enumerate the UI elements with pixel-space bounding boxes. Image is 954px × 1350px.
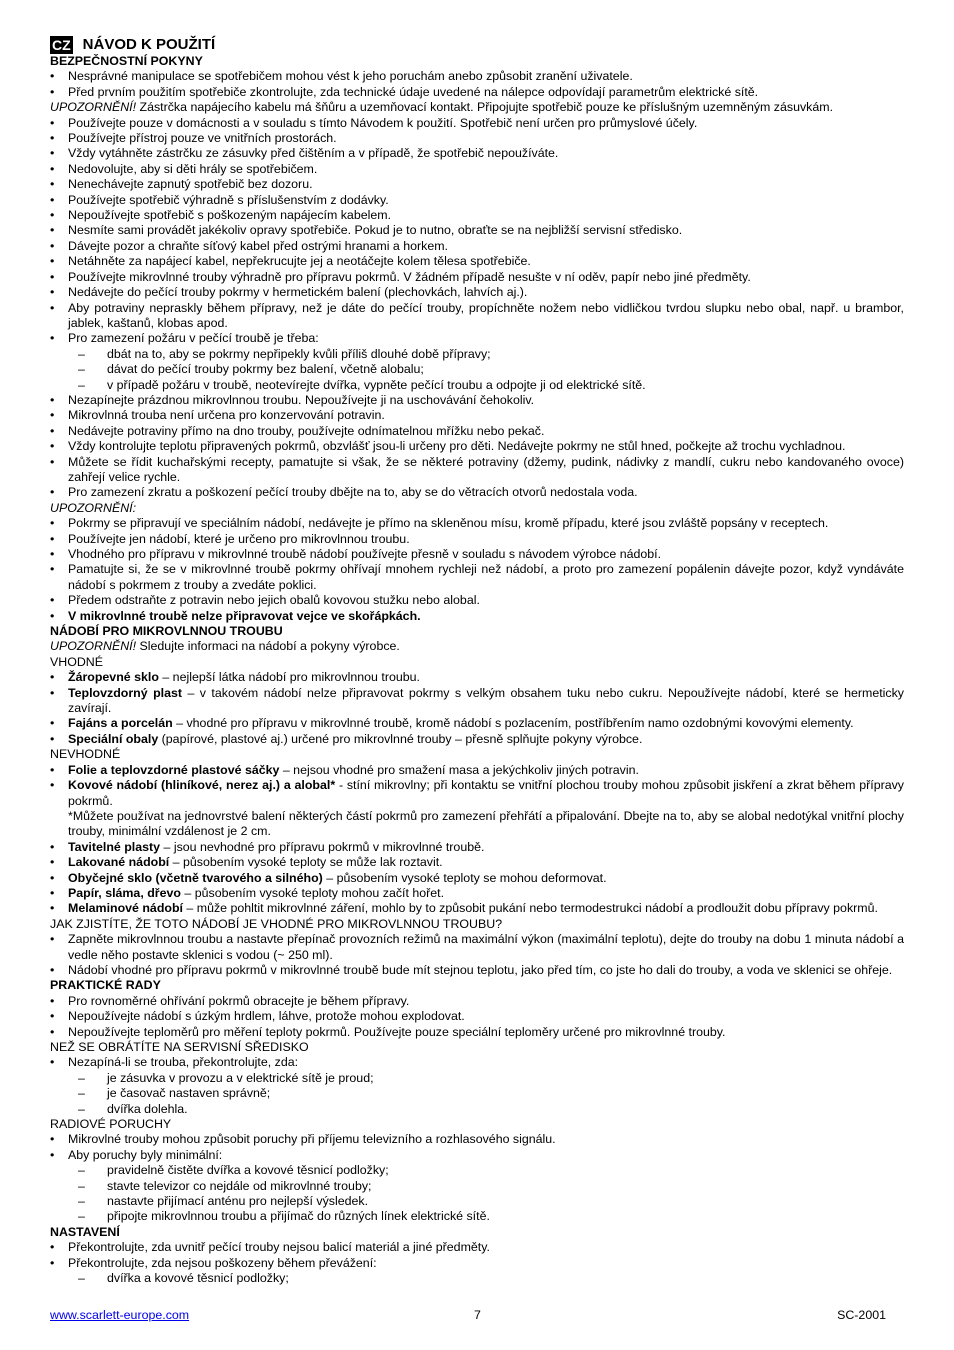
list-item: • Pro zamezení zkratu a poškození pečící trouby dbějte na to, aby se do větracích otvorů nedostala voda.	[50, 485, 904, 500]
warning-text: Sledujte informaci na nádobí a pokyny výrobce.	[136, 639, 400, 654]
warning-text: Zástrčka napájecího kabelu má šňůru a uzemňovací kontakt. Připojujte spotřebič pouze ke příslušným uzemněným zásuvkám.	[136, 100, 834, 115]
list-item	[50, 716, 904, 731]
list-item: • Vždy kontrolujte teplotu připravených pokrmů, obzvlášť jsou-li určeny pro děti. Nedávejte pokrmy ne stůl hned, počkejte až trochu vychladnou.	[50, 439, 904, 454]
list-item: • Pokrmy se připravují ve speciálním nádobí, nedávejte je přímo na skleněnou mísu, kromě případu, které jsou zvláště popsány v receptech.	[50, 516, 904, 531]
warning-note	[50, 100, 904, 115]
item-text: – působením vysoké teploty mohou začít hořet.	[180, 885, 445, 900]
list-item	[50, 778, 904, 809]
list-item: • Aby poruchy byly minimální:	[50, 1148, 904, 1163]
list-item: • Mikrovlné trouby mohou způsobit poruchy při příjemu televizního a rozhlasového signálu.	[50, 1132, 904, 1147]
section-heading: NASTAVENÍ	[50, 1224, 120, 1239]
list-item	[50, 686, 904, 717]
list-item: • Nedovolujte, aby si děti hrály se spotřebičem.	[50, 162, 904, 177]
bold-text: Speciální obaly	[68, 731, 159, 746]
warning-list	[50, 516, 904, 624]
list-item: • Netáhněte za napájecí kabel, nepřekrucujte jej a neotáčejte kolem tělesa spotřebiče.	[50, 254, 904, 269]
section-heading: PRAKTICKÉ RADY	[50, 978, 161, 993]
list-item: • Nezapíná-li se trouba, překontrolujte, zda:	[50, 1055, 904, 1070]
item-text: – vhodné pro přípravu v mikrovlnné troubě, kromě nádobí s pozlacením, postříbřením namo ozdobnými kovovými elementy.	[172, 716, 854, 731]
dash-list	[50, 1071, 904, 1117]
safety-list	[50, 393, 904, 501]
bold-text: V mikrovlnné troubě nelze připravovat vejce ve skořápkách.	[68, 608, 421, 623]
list-item: • Používejte přístroj pouze ve vnitřních prostorách.	[50, 131, 904, 146]
bold-text: Lakované nádobí	[68, 855, 170, 870]
item-text: – v takovém nádobí nelze připravovat pokrmy s velkým obsahem tuku nebo cukru. Nepoužívejte nádobí, které se hermeticky zavírají.	[68, 685, 904, 716]
item-text: (papírové, plastové aj.) určené pro mikrovlnné trouby – přesně splňujte pokyny výrobce.	[158, 731, 643, 746]
bold-text: Obyčejné sklo (včetně tvarového a silného)	[68, 870, 323, 885]
list-item	[50, 840, 904, 855]
list-item: • Pro zamezení požáru v pečící troubě je třeba:	[50, 331, 904, 346]
list-item: • Překontrolujte, zda uvnitř pečící trouby nejsou balicí materiál a jiné předměty.	[50, 1240, 904, 1255]
list-item	[50, 886, 904, 901]
dash-list	[50, 1163, 904, 1225]
bold-text: Žáropevné sklo	[68, 670, 159, 685]
suitable-list	[50, 670, 904, 747]
bold-text: Folie a teplovzdorné plastové sáčky	[68, 762, 280, 777]
service-list	[50, 1055, 904, 1070]
dash-list	[50, 347, 904, 393]
list-item	[50, 609, 904, 624]
dash-item: – v případě požáru v troubě, neotevírejte dvířka, vypněte pečící troubu a odpojte ji od elektrické sítě.	[50, 378, 904, 393]
item-text: – jsou nevhodné pro přípravu pokrmů v mikrovlnné troubě.	[160, 839, 485, 854]
dash-item: – nastavte přijímací anténu pro nejlepší výsledek.	[50, 1194, 904, 1209]
list-item: • Pamatujte si, že se v mikrovlnné troubě pokrmy ohřívají mnohem rychleji než nádobí, a proto pro zamezení popálenin dávejte pozor, když vyndáváte nádobí s pokrmem z trouby a zvedáte poklici.	[50, 562, 904, 593]
page-number: 7	[474, 1308, 481, 1322]
list-item	[50, 871, 904, 886]
list-item: • Nepoužívejte teploměrů pro měření teploty pokrmů. Používejte pouze speciální teploměry určené pro mikrovlnné trouby.	[50, 1025, 904, 1040]
page-title	[50, 36, 904, 54]
dash-item: – dvířka dolehla.	[50, 1102, 904, 1117]
dash-item: – je časovač nastaven správně;	[50, 1086, 904, 1101]
list-item	[50, 901, 904, 916]
list-item: • Vždy vytáhněte zástrčku ze zásuvky před čištěním a v případě, že spotřebič nepoužíváte.	[50, 146, 904, 161]
item-text: – může pohltit mikrovlnné záření, mohlo by to způsobit pukání nebo termodestrukci nádobí a prodloužit dobu přípravy pokrmů.	[182, 901, 878, 916]
item-text: – působením vysoké teploty se mohou deformovat.	[322, 870, 607, 885]
subheading-test: JAK ZJISTÍTE, ŽE TOTO NÁDOBÍ JE VHODNÉ PRO MIKROVLNNOU TROUBU?	[50, 916, 503, 931]
list-item: • Nedávejte do pečící trouby pokrmy v hermetickém balení (plechovkách, lahvích aj.).	[50, 285, 904, 300]
list-item: • Používejte jen nádobí, které je určeno pro mikrovlnnou troubu.	[50, 532, 904, 547]
item-text: – působením vysoké teploty se může lak roztavit.	[169, 855, 443, 870]
list-item	[50, 855, 904, 870]
bold-text: Tavitelné plasty	[68, 839, 161, 854]
list-item: • Nepoužívejte nádobí s úzkým hrdlem, láhve, protože mohou explodovat.	[50, 1009, 904, 1024]
list-item: • Nepoužívejte spotřebič s poškozeným napájecím kabelem.	[50, 208, 904, 223]
list-item: • Zapněte mikrovlnnou troubu a nastavte přepínač provozních režimů na maximální výkon (maximální teplotu), dejte do trouby na dobu 1 minuta nádobí a vedle něho postavte sklenici s vodou (~ 250 ml).	[50, 932, 904, 963]
subheading-service: NEŽ SE OBRÁTÍTE NA SERVISNÍ SŘEDISKO	[50, 1040, 309, 1054]
item-text: – nejlepší látka nádobí pro mikrovlnnou troubu.	[158, 670, 420, 685]
list-item: • Nedávejte potraviny přímo na dno trouby, používejte odnímatelnou mřížku nebo pekač.	[50, 424, 904, 439]
list-item	[50, 670, 904, 685]
website-link[interactable]: www.scarlett-europe.com	[50, 1308, 190, 1322]
unsuitable-list	[50, 763, 904, 809]
section-heading: NÁDOBÍ PRO MIKROVLNNOU TROUBU	[50, 624, 283, 639]
list-item	[50, 763, 904, 778]
list-item: • Můžete se řídit kuchařskými recepty, pamatujte si však, že se některé potraviny (džemy, pudink, nádivky z mandlí, cukru nebo kandovaného ovoce) zahřejí velice rychle.	[50, 455, 904, 486]
warning-label: UPOZORNĚNÍ!	[50, 639, 137, 654]
dash-item: – dvířka a kovové těsnicí podložky;	[50, 1271, 904, 1286]
list-item: • Překontrolujte, zda nejsou poškozeny během převážení:	[50, 1256, 904, 1271]
bold-text: Teplovzdorný plast	[68, 685, 182, 700]
language-badge: CZ	[52, 37, 71, 53]
unsuitable-list	[50, 840, 904, 917]
radio-list	[50, 1132, 904, 1163]
list-item: • Vhodného pro přípravu v mikrovlnné troubě nádobí používejte přesně v souladu s návodem výrobce nádobí.	[50, 547, 904, 562]
item-text: - stíní mikrovlny; při kontaktu se vnitřní plochou trouby mohou způsobit jiskření a zkrat během přípravy pokrmů.	[68, 778, 904, 808]
list-item: • Předem odstraňte z potravin nebo jejich obalů kovovou stužku nebo alobal.	[50, 593, 904, 608]
subheading-suitable: VHODNÉ	[50, 654, 104, 669]
dash-item: – stavte televizor co nejdále od mikrovlnné trouby;	[50, 1179, 904, 1194]
subheading-radio: RADIOVÉ PORUCHY	[50, 1117, 172, 1132]
bold-text: Papír, sláma, dřevo	[68, 885, 181, 900]
warning-note	[50, 639, 904, 654]
safety-list	[50, 116, 904, 347]
dash-item: – je zásuvka v provozu a v elektrické sítě je proud;	[50, 1071, 904, 1086]
setup-list	[50, 1240, 904, 1271]
warning-label: UPOZORNĚNÍ!	[50, 100, 137, 115]
list-item	[50, 732, 904, 747]
list-item: • Používejte pouze v domácnosti a v souladu s tímto Návodem k použití. Spotřebič není určen pro průmyslové účely.	[50, 116, 904, 131]
dash-item: – připojte mikrovlnnou troubu a přijímač do různých línek elektrické sítě.	[50, 1209, 904, 1224]
safety-list	[50, 69, 904, 100]
list-item: • Nesmíte sami provádět jakékoliv opravy spotřebiče. Pokud je to nutno, obraťte se na nejbližší servisní středisko.	[50, 223, 904, 238]
warning-label: UPOZORNĚNÍ:	[50, 500, 137, 515]
model-number: SC-2001	[837, 1308, 886, 1322]
bold-text: Melaminové nádobí	[68, 901, 183, 916]
list-item: • Mikrovlnná trouba není určena pro konzervování potravin.	[50, 408, 904, 423]
list-item: • Dávejte pozor a chraňte síťový kabel před ostrými hranami a horkem.	[50, 239, 904, 254]
bold-text: Fajáns a porcelán	[68, 716, 173, 731]
item-text: – nejsou vhodné pro smažení masa a jekýchkoliv jiných potravin.	[279, 762, 639, 777]
list-item: • Před prvním použitím spotřebiče zkontrolujte, zda technické údaje uvedené na nálepce odpovídají parametrům elektrické sítě.	[50, 85, 904, 100]
dash-item: – dbát na to, aby se pokrmy nepřipekly kvůli příliš dlouhé době přípravy;	[50, 347, 904, 362]
title-text: NÁVOD K POUŽITÍ	[82, 36, 216, 53]
list-item: • Používejte spotřebič výhradně s příslušenstvím z dodávky.	[50, 193, 904, 208]
section-heading: BEZPEČNOSTNÍ POKYNY	[50, 54, 203, 68]
list-item: • Pro rovnoměrné ohřívání pokrmů obracejte je během přípravy.	[50, 994, 904, 1009]
manual-page	[50, 36, 904, 1287]
subheading-unsuitable: NEVHODNÉ	[50, 747, 121, 762]
list-item: • Aby potraviny nepraskly během přípravy, než je dáte do pečící trouby, propíchněte nožem nebo vidličkou tvrdou slupku nebo obal, např. u brambor, jablek, kaštanů, klobas apod.	[50, 301, 904, 332]
list-item: • Nádobí vhodné pro přípravu pokrmů v mikrovlnné troubě bude mít stejnou teplotu, jako před tím, co jste ho dali do trouby, a voda ve sklenici se ohřeje.	[50, 963, 904, 978]
dash-item: – pravidelně čistěte dvířka a kovové těsnicí podložky;	[50, 1163, 904, 1178]
list-item: • Nezapínejte prázdnou mikrovlnnou troubu. Nepoužívejte ji na uschovávání čehokoliv.	[50, 393, 904, 408]
list-item: • Používejte mikrovlnné trouby výhradně pro přípravu pokrmů. V žádném případě nesušte v ní oděv, papír nebo jiné předměty.	[50, 270, 904, 285]
list-item: • Nesprávné manipulace se spotřebičem mohou vést k jeho poruchám anebo způsobit zranění uživatele.	[50, 69, 904, 84]
bold-text: Kovové nádobí (hliníkové, nerez aj.) a alobal*	[68, 778, 336, 793]
dash-list	[50, 1271, 904, 1286]
tips-list	[50, 994, 904, 1040]
footnote: *Můžete používat na jednovrstvé balení některých částí pokrmů pro zamezení přehřátí a připalování. Dbejte na to, aby se alobal nedotýkal vnitřní plochy trouby, minimální vzdálenost je 2 cm.	[68, 808, 904, 839]
dash-item: – dávat do pečící trouby pokrmy bez balení, včetně alobalu;	[50, 362, 904, 377]
list-item: • Nenechávejte zapnutý spotřebič bez dozoru.	[50, 177, 904, 192]
test-list	[50, 932, 904, 978]
